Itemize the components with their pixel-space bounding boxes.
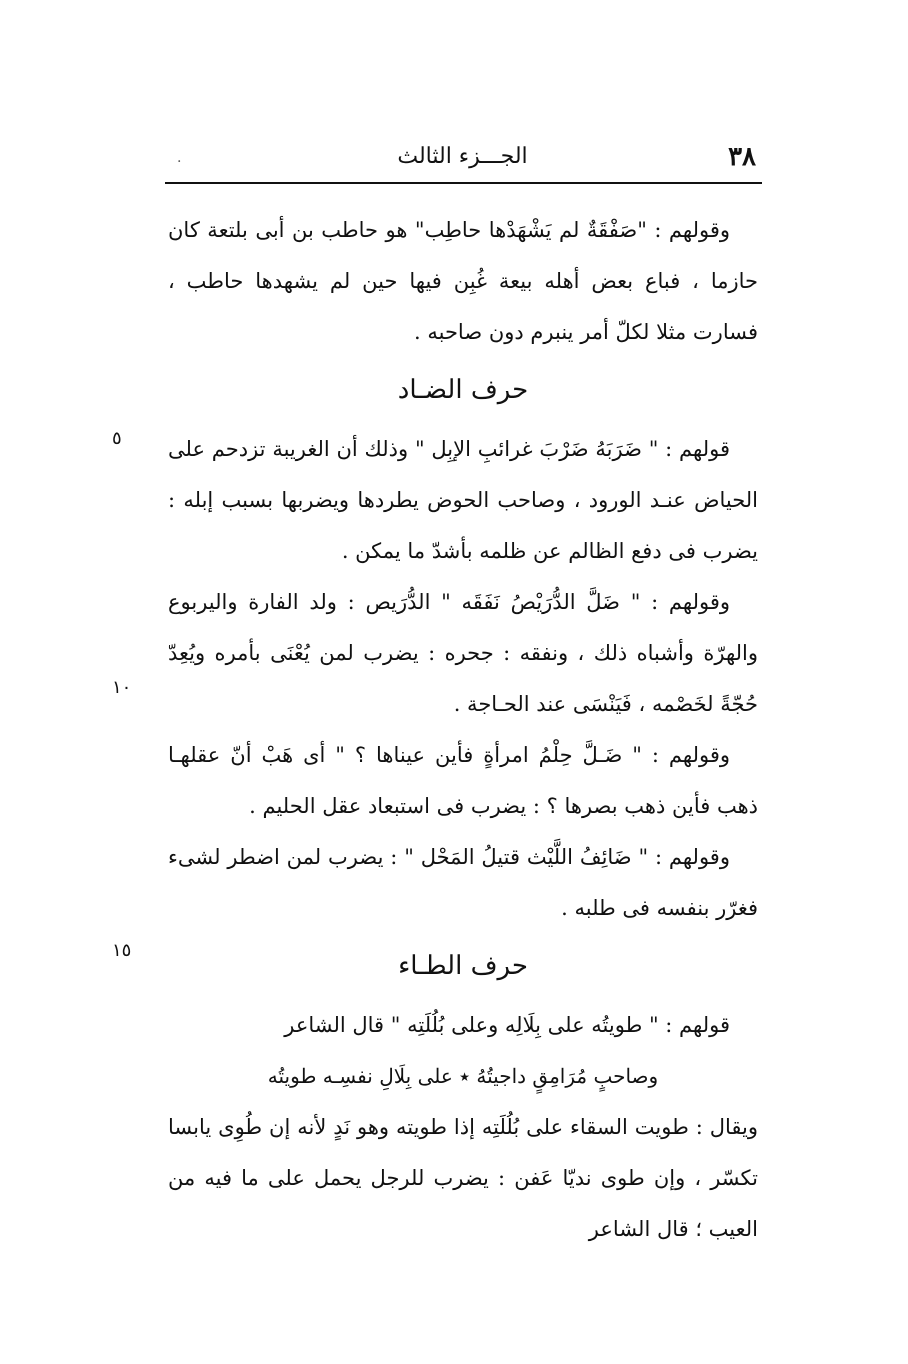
paragraph-hatib: وقولهم : "صَفْقَةٌ لم يَشْهَدْها حاطِب" هو حاطب بن أبى بلتعة كان حازما ، فباع بعض أهله بيعة غُبِن فيها حين لم يشهدها حاطب ، فسارت مثلا لكلّ أمر ينبرم دون صاحبه . — [168, 218, 758, 344]
paragraph-siqa: ويقال : طويت السقاء على بُلُلَتِه إذا طويته وهو نَدٍ لأنه إن طُوِى يابسا تكسّر ، وإن طوى نديّا عَفن : يضرب للرجل يحمل على ما فيه من العيب ؛ قال الشاعر — [168, 1115, 758, 1241]
line-number-15: ١٥ — [112, 940, 132, 961]
section-title-dad: حرف الضـاد — [397, 375, 529, 405]
paragraph-hilm: وقولهم : " ضَـلَّ حِلْمُ امرأةٍ فأين عيناها ؟ " أى هَبْ أنّ عقلهـا ذهب فأين ذهب بصرها ؟ : يضرب فى استبعاد عقل الحليم . — [168, 743, 758, 818]
poetry-verse: وصاحبٍ مُرَامِقٍ داجيتُهُ ٭ على بِلَالِ نفسِـه طويتُه — [267, 1064, 659, 1088]
line-number-10: ١٠ — [112, 677, 132, 698]
header-mark: . — [177, 150, 182, 166]
paragraph-tawaituh: قولهم : " طويتُه على بِلَالِه وعلى بُلُلَتِه " قال الشاعر — [284, 1013, 730, 1037]
paragraph-gharaib: قولهم : " ضَرَبَهُ ضَرْبَ غرائبِ الإبِل " وذلك أن الغريبة تزدحم على الحياض عنـد الورود ، وصاحب الحوض يطردها ويضربها بسبب إبله : يضرب فى دفع الظالم عن ظلمه بأشدّ ما يمكن . — [168, 437, 758, 563]
header-rule — [165, 182, 762, 184]
page-number: ٣٨ — [728, 142, 756, 172]
paragraph-laith: وقولهم : " ضَائِفُ اللَّيْث قتيلُ المَحْل " : يضرب لمن اضطر لشىء فغرّر بنفسه فى طلبه . — [168, 845, 758, 920]
section-title-ta: حرف الطـاء — [398, 951, 528, 981]
paragraph-durais: وقولهم : " ضَلَّ الدُّرَيْصُ نَفَقَه " الدُّرَيص : ولد الفارة واليربوع والهرّة وأشباه ذلك ، ونفقه : جحره : يضرب لمن يُعْنَى بأمره ويُعِدّ حُجّةً لخَصْمه ، فَيَنْسَى عند الحـاجة . — [168, 590, 758, 716]
page-body — [168, 205, 758, 1255]
line-number-5: ٥ — [112, 428, 122, 449]
running-head: الجـــزء الثالث — [397, 144, 528, 169]
page-header — [165, 138, 760, 182]
